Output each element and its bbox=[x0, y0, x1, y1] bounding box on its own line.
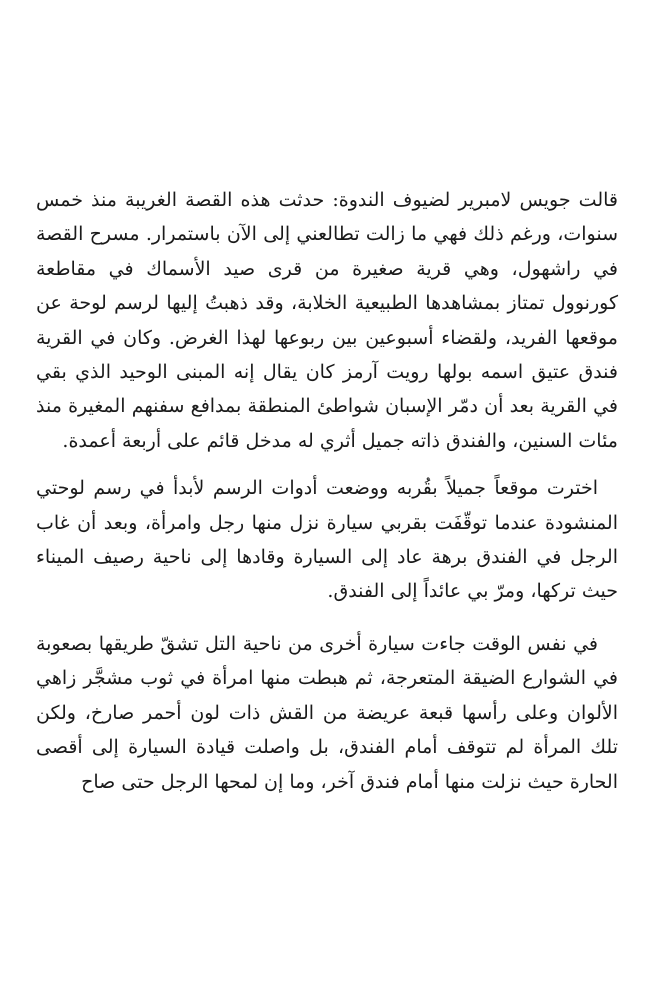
paragraph-2: اخترت موقعاً جميلاً بقُربه ووضعت أدوات الرسم لأبدأ في رسم لوحتي المنشودة عندما توقّفَت بقربي سيارة نزل منها رجل وامرأة، وبعد أن غاب الرجل في الفندق برهة عاد إلى السيارة وقادها إلى ناحية رصيف الميناء حيث تركها، ومرّ بي عائداً إلى الفندق. bbox=[36, 477, 618, 603]
document-page bbox=[36, 183, 618, 799]
paragraph-1: قالت جويس لامبرير لضيوف الندوة: حدثت هذه القصة الغريبة منذ خمس سنوات، ورغم ذلك فهي ما زالت تطالعني إلى الآن باستمرار. مسرح القصة في راشهول، وهي قرية صغيرة من قرى صيد الأسماك في مقاطعة كورنوول تمتاز بمشاهدها الطبيعية الخلابة، وقد ذهبتُ إليها لرسم لوحة عن موقعها الفريد، ولقضاء أسبوعين بين ربوعها لهذا الغرض. وكان في القرية فندق عتيق اسمه بولها رويت آرمز كان يقال إنه المبنى الوحيد الذي بقي في القرية بعد أن دمّر الإسبان شواطئ المنطقة بمدافع سفنهم المغيرة منذ مئات السنين، والفندق ذاته جميل أثري له مدخل قائم على أربعة أعمدة. bbox=[36, 189, 618, 452]
paragraph-3: في نفس الوقت جاءت سيارة أخرى من ناحية التل تشقّ طريقها بصعوبة في الشوارع الضيقة المتعرجة، ثم هبطت منها امرأة في ثوب مشجَّر زاهي الألوان وعلى رأسها قبعة عريضة من القش ذات لون أحمر صارخ، ولكن تلك المرأة لم تتوقف أمام الفندق، بل واصلت قيادة السيارة إلى أقصى الحارة حيث نزلت منها أمام فندق آخر، وما إن لمحها الرجل حتى صاح bbox=[36, 632, 618, 793]
